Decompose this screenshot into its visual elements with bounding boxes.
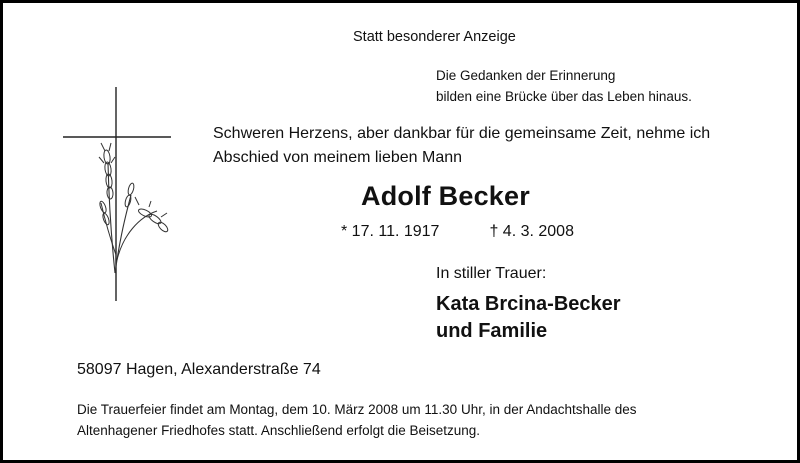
intro-line-1: Schweren Herzens, aber dankbar für die gemeinsame Zeit, nehme ich (213, 125, 711, 142)
mourner-name: Kata Brcina-Becker (436, 293, 621, 315)
mourner-family: und Familie (436, 320, 548, 342)
intro-text (213, 122, 710, 170)
service-line-1: Die Trauerfeier findet am Montag, dem 10. März 2008 um 11.30 Uhr, in der Andachtshalle des (77, 402, 637, 417)
death-date: † 4. 3. 2008 (489, 223, 574, 240)
service-line-2: Altenhagener Friedhofes statt. Anschließend erfolgt die Beisetzung. (77, 423, 480, 438)
cross-with-wheat-icon (61, 85, 173, 305)
memorial-quote (436, 65, 692, 107)
mourners (436, 291, 621, 345)
quote-line-1: Die Gedanken der Erinnerung (436, 68, 616, 83)
birth-date: * 17. 11. 1917 (341, 223, 440, 240)
deceased-name: Adolf Becker (361, 181, 530, 211)
life-dates (341, 223, 574, 241)
quote-line-2: bilden eine Brücke über das Leben hinaus. (436, 89, 692, 104)
funeral-service-info (77, 399, 637, 441)
notice-header: Statt besonderer Anzeige (353, 29, 516, 45)
intro-line-2: Abschied von meinem lieben Mann (213, 149, 463, 166)
address: 58097 Hagen, Alexanderstraße 74 (77, 361, 321, 378)
mourning-label: In stiller Trauer: (436, 265, 547, 282)
